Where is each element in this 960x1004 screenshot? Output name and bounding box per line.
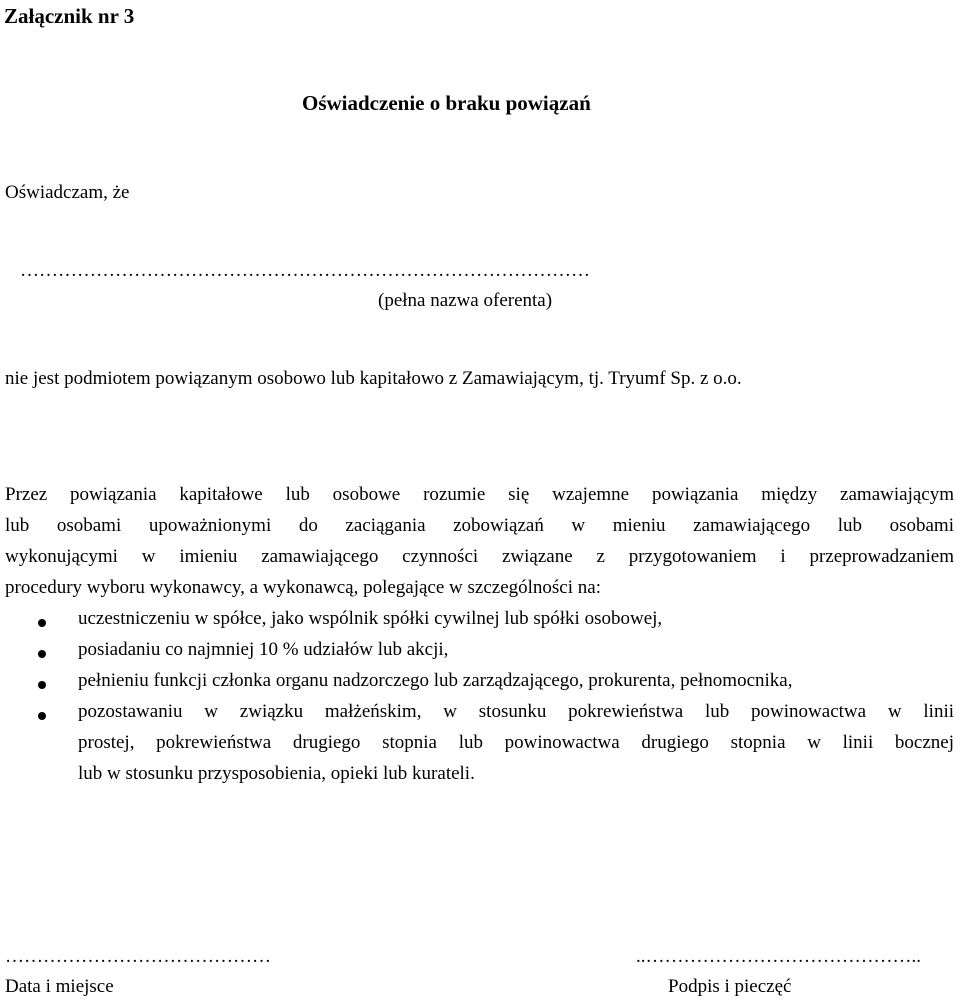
bullet-icon — [38, 650, 46, 658]
list-item-text: pełnieniu funkcji członka organu nadzorczego lub zarządzającego, prokurenta, pełnomocnika, — [78, 670, 793, 691]
definition-line: procedury wyboru wykonawcy, a wykonawcą, polegające w szczególności na: — [5, 577, 601, 598]
place-date-dotted-line: …………………………………… — [5, 946, 271, 967]
list-item-text: prostej, pokrewieństwa drugiego stopnia lub powinowactwa drugiego stopnia w linii bocznej — [78, 732, 954, 753]
list-item-text: uczestniczeniu w spółce, jako wspólnik spółki cywilnej lub spółki osobowej, — [78, 608, 663, 629]
attachment-label: Załącznik nr 3 — [4, 4, 135, 28]
place-date-label: Data i miejsce — [5, 976, 114, 997]
list-item-text: pozostawaniu w związku małżeńskim, w stosunku pokrewieństwa lub powinowactwa w linii — [78, 701, 954, 722]
list-item-text: posiadaniu co najmniej 10 % udziałów lub akcji, — [78, 639, 449, 660]
document-title: Oświadczenie o braku powiązań — [302, 91, 591, 115]
definition-line: wykonującymi w imieniu zamawiającego czynności związane z przygotowaniem i przeprowadzaniem — [5, 546, 954, 567]
signature-dotted-line: ..…………………………………….. — [636, 946, 921, 967]
offeror-name-caption: (pełna nazwa oferenta) — [378, 290, 553, 311]
definition-line: lub osobami upoważnionymi do zaciągania zobowiązań w mieniu zamawiającego lub osobami — [5, 515, 954, 536]
declaration-intro: Oświadczam, że — [5, 182, 130, 203]
bullet-icon — [38, 712, 46, 720]
bullet-icon — [38, 681, 46, 689]
offeror-name-dotted-line: ……………………………………………………………………………… — [20, 260, 590, 281]
signature-label: Podpis i pieczęć — [668, 976, 792, 997]
no-relation-statement: nie jest podmiotem powiązanym osobowo lub kapitałowo z Zamawiającym, tj. Tryumf Sp. z o.o. — [5, 368, 742, 389]
list-item-text: lub w stosunku przysposobienia, opieki lub kurateli. — [78, 763, 475, 784]
bullet-icon — [38, 619, 46, 627]
definition-line: Przez powiązania kapitałowe lub osobowe rozumie się wzajemne powiązania między zamawiającym — [5, 484, 954, 505]
